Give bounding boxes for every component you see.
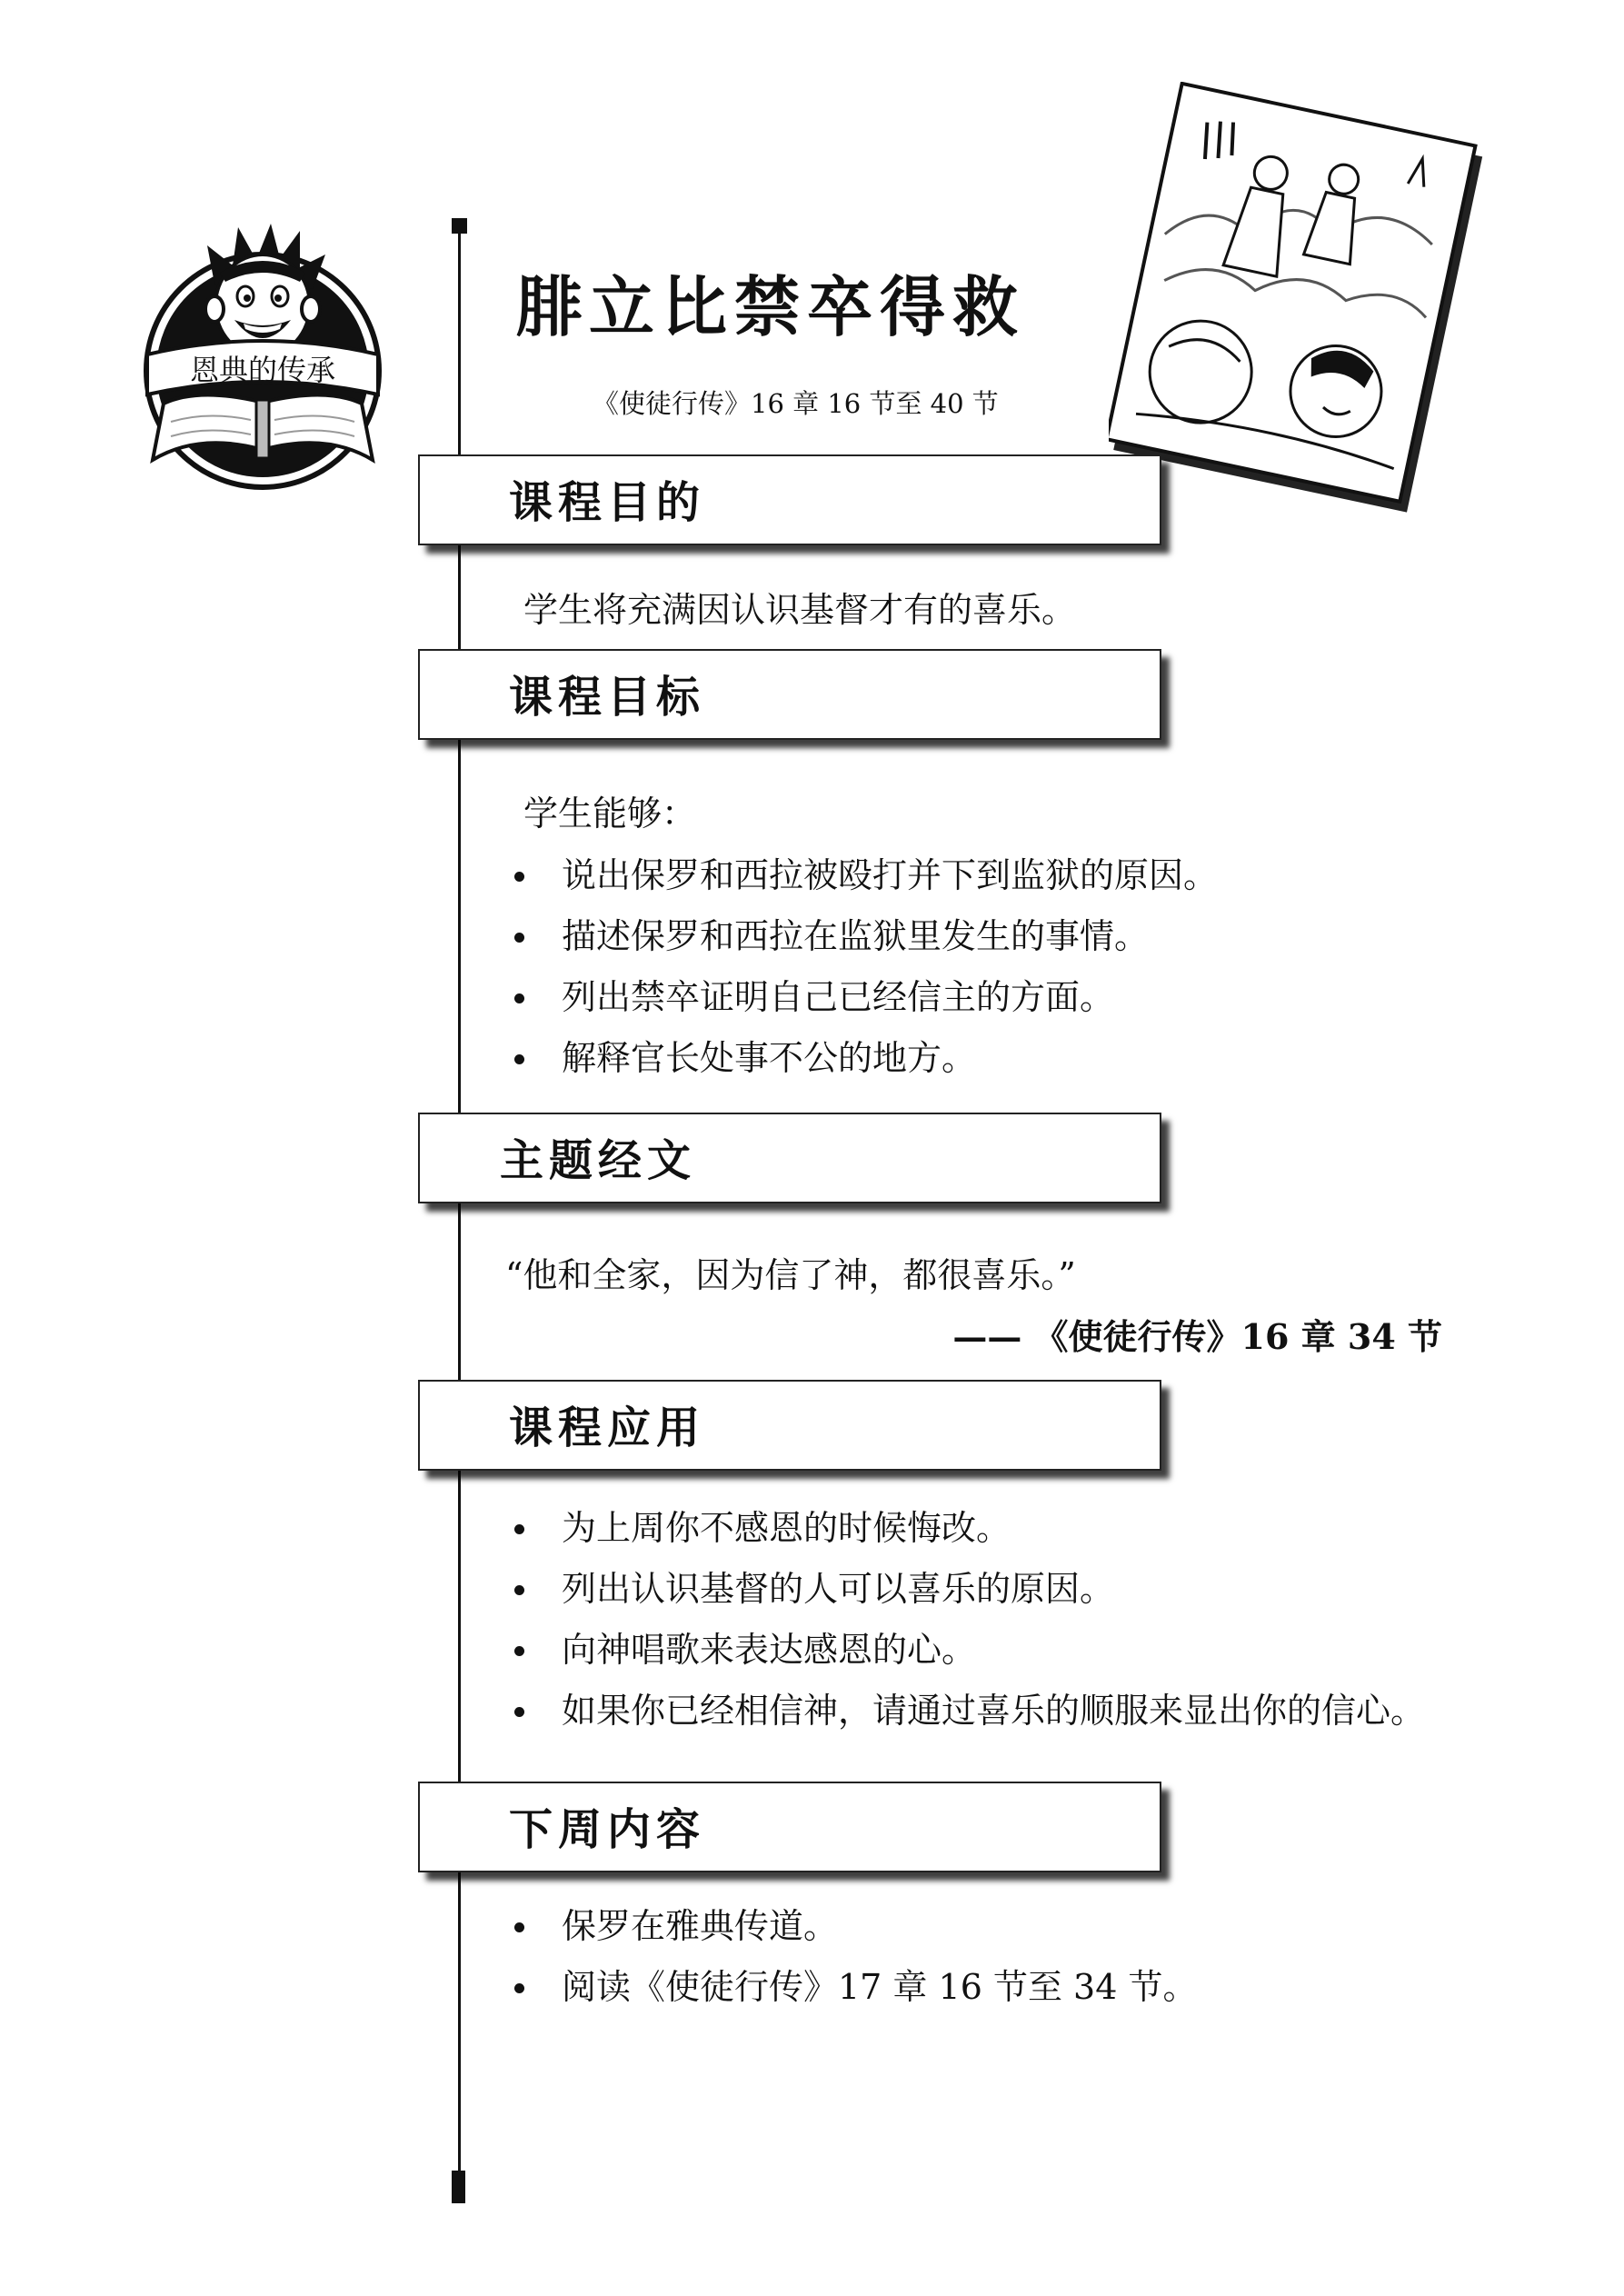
list-item: 说出保罗和西拉被殴打并下到监狱的原因。 xyxy=(509,853,1218,913)
objectives-intro: 学生能够： xyxy=(523,794,697,834)
section-header-next-week xyxy=(418,1782,1161,1872)
section-header-key-verse xyxy=(418,1113,1161,1203)
scripture-reference: 《使徒行传》16 章 16 节至 40 节 xyxy=(593,388,999,419)
purpose-text: 学生将充满因认识基督才有的喜乐。 xyxy=(523,590,1077,630)
list-item: 如果你已经相信神，请通过喜乐的顺服来显出你的信心。 xyxy=(509,1688,1425,1749)
section-label: 主题经文 xyxy=(500,1135,697,1186)
key-verse-reference: —— 《使徒行传》16 章 34 节 xyxy=(952,1316,1442,1357)
section-header-purpose xyxy=(418,454,1161,545)
list-item: 保罗在雅典传道。 xyxy=(509,1903,1197,1964)
logo-banner-text: 恩典的传承 xyxy=(189,353,336,387)
objectives-list xyxy=(509,853,1218,1096)
section-label: 课程目的 xyxy=(509,477,706,528)
section-label: 课程应用 xyxy=(509,1403,706,1453)
application-list xyxy=(509,1505,1425,1749)
list-item: 为上周你不感恩的时候悔改。 xyxy=(509,1505,1425,1566)
section-label: 课程目标 xyxy=(509,672,706,723)
key-verse-text: “他和全家，因为信了神，都很喜乐。” xyxy=(505,1255,1076,1295)
list-item: 描述保罗和西拉在监狱里发生的事情。 xyxy=(509,913,1218,974)
section-header-application xyxy=(418,1380,1161,1471)
list-item: 解释官长处事不公的地方。 xyxy=(509,1035,1218,1096)
timeline-cap-top xyxy=(452,218,467,234)
prison-scene-illustration xyxy=(1109,82,1490,518)
grace-heritage-logo xyxy=(144,218,382,509)
list-item: 阅读《使徒行传》17 章 16 节至 34 节。 xyxy=(509,1964,1197,2025)
next-week-list xyxy=(509,1903,1197,2025)
timeline-cap-bottom xyxy=(452,2171,465,2203)
list-item: 向神唱歌来表达感恩的心。 xyxy=(509,1627,1425,1688)
list-item: 列出禁卒证明自己已经信主的方面。 xyxy=(509,974,1218,1035)
page-title: 腓立比禁卒得救 xyxy=(516,268,1026,345)
section-label: 下周内容 xyxy=(509,1804,706,1855)
section-header-objectives xyxy=(418,649,1161,740)
list-item: 列出认识基督的人可以喜乐的原因。 xyxy=(509,1566,1425,1627)
